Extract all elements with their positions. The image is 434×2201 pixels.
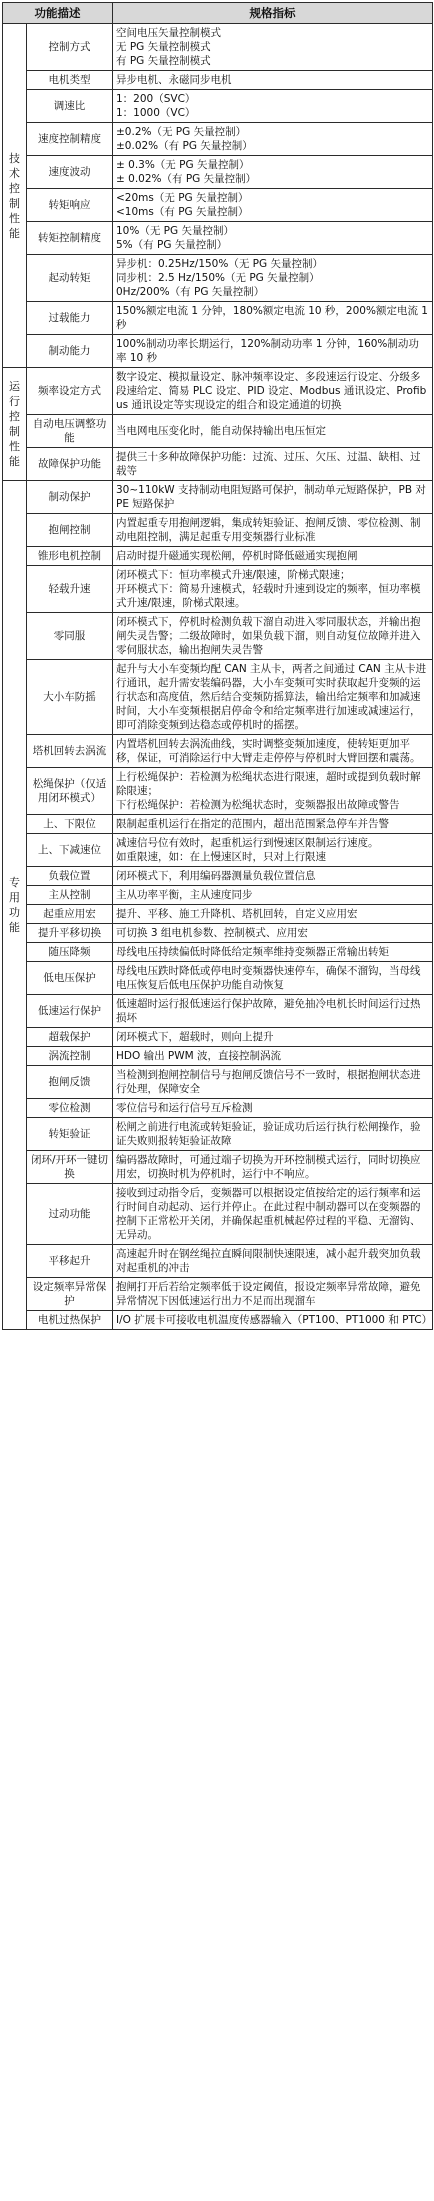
feature-name: 起重应用宏 xyxy=(27,905,113,924)
feature-spec xyxy=(113,514,433,547)
feature-spec xyxy=(113,768,433,815)
spec-line: 闭环模式下，利用编码器测量负载位置信息 xyxy=(116,870,316,882)
table-row xyxy=(3,1066,433,1099)
spec-line: 松闸之前进行电流或转矩验证，验证成功后运行执行松闸操作，验证失败则报转矩验证故障 xyxy=(116,1121,421,1147)
feature-spec xyxy=(113,547,433,566)
spec-table xyxy=(2,2,433,1330)
spec-line: 异步电机、永磁同步电机 xyxy=(116,74,232,86)
feature-name: 塔机回转去涡流 xyxy=(27,735,113,768)
feature-spec xyxy=(113,335,433,368)
feature-spec xyxy=(113,1099,433,1118)
spec-line: 下行松绳保护：若检测为松绳状态时，变频器报出故障或警告 xyxy=(116,799,400,811)
spec-line: 100%制动功率长期运行，120%制动功率 1 分钟，160%制动功率 10 秒 xyxy=(116,338,419,364)
spec-line: 数字设定、模拟量设定、脉冲频率设定、多段速运行设定、分级多段速给定、简易 PLC 设定、PID 设定、Modbus 通讯设定、Profibus 通讯设定等实现设定的组合和设定通道的切换 xyxy=(116,371,427,411)
table-row xyxy=(3,1151,433,1184)
table-row xyxy=(3,1245,433,1278)
feature-spec xyxy=(113,943,433,962)
feature-name: 过动功能 xyxy=(27,1184,113,1245)
spec-line: 启动时提升磁通实现松闸，停机时降低磁通实现抱闸 xyxy=(116,550,358,562)
table-row xyxy=(3,302,433,335)
spec-line: 提升、平移、施工升降机、塔机回转，自定义应用宏 xyxy=(116,908,358,920)
table-row xyxy=(3,613,433,660)
feature-spec xyxy=(113,566,433,613)
spec-line: 1：200（SVC） xyxy=(116,93,196,105)
spec-line: <10ms（有 PG 矢量控制） xyxy=(116,206,249,218)
feature-spec xyxy=(113,815,433,834)
table-row xyxy=(3,415,433,448)
spec-line: 上行松绳保护：若检测为松绳状态进行限速，超时或提到负载时解除限速； xyxy=(116,771,421,797)
spec-line: 可切换 3 组电机参数、控制模式、应用宏 xyxy=(116,927,308,939)
feature-name: 零同服 xyxy=(27,613,113,660)
spec-line: 接收到过动指令后，变频器可以根据设定值按给定的运行频率和运行时间自动起动、运行并停止。在此过程中制动器可以在变频器的控制下正常松开关闭，并确保起重机械起停过程的平稳、无溜钩、无异动。 xyxy=(116,1187,421,1241)
feature-spec xyxy=(113,1066,433,1099)
feature-name: 大小车防摇 xyxy=(27,660,113,735)
feature-name: 控制方式 xyxy=(27,24,113,71)
table-row xyxy=(3,1028,433,1047)
spec-line: ± 0.3%（无 PG 矢量控制） xyxy=(116,159,250,171)
feature-spec xyxy=(113,24,433,71)
spec-line: 当电网电压变化时，能自动保持输出电压恒定 xyxy=(116,425,326,437)
table-row xyxy=(3,189,433,222)
feature-name: 主从控制 xyxy=(27,886,113,905)
spec-line: 无 PG 矢量控制模式 xyxy=(116,41,211,53)
spec-line: 1：1000（VC） xyxy=(116,107,196,119)
feature-name: 电机过热保护 xyxy=(27,1311,113,1330)
feature-name: 转矩控制精度 xyxy=(27,222,113,255)
table-row xyxy=(3,448,433,481)
feature-name: 转矩验证 xyxy=(27,1118,113,1151)
feature-name: 速度控制精度 xyxy=(27,123,113,156)
feature-name: 起动转矩 xyxy=(27,255,113,302)
feature-spec xyxy=(113,415,433,448)
table-row xyxy=(3,514,433,547)
spec-line: <20ms（无 PG 矢量控制） xyxy=(116,192,249,204)
header-function: 功能描述 xyxy=(3,3,113,24)
table-row xyxy=(3,335,433,368)
spec-line: 起升与大小车变频均配 CAN 主从卡，两者之间通过 CAN 主从卡进行通讯，起升需安装编码器，大小车变频可实时获取起升变频的运行状态和高度值，然后结合变频防摇算法，输出给定频率和加减速时间，大小车变频根据启停命令和给定频率进行加速或减速运行，即可消除变频到达稳态或停机时的摇摆。 xyxy=(116,663,427,731)
feature-spec xyxy=(113,735,433,768)
spec-line: 闭环模式下，停机时检测负载下溜自动进入零同服状态，并输出抱闸失灵告警；二级故障时，如果负载下溜，则自动复位故障并进入零伺服状态，输出抱闸失灵告警 xyxy=(116,616,421,656)
category-cell: 专用 功能 xyxy=(3,481,27,1330)
spec-line: 30~110kW 支持制动电阻短路可保护，制动单元短路保护，PB 对 PE 短路保护 xyxy=(116,484,426,510)
feature-spec xyxy=(113,1028,433,1047)
table-row xyxy=(3,768,433,815)
feature-name: 零位检测 xyxy=(27,1099,113,1118)
feature-spec xyxy=(113,886,433,905)
feature-name: 设定频率异常保护 xyxy=(27,1278,113,1311)
header-spec: 规格指标 xyxy=(113,3,433,24)
spec-line: 如重限速，如：在上慢速区时，只对上行限速 xyxy=(116,851,326,863)
spec-line: 当检测到抱闸控制信号与抱闸反馈信号不一致时，根据抱闸状态进行处理，保障安全 xyxy=(116,1069,421,1095)
table-row xyxy=(3,660,433,735)
table-row xyxy=(3,1278,433,1311)
feature-spec xyxy=(113,481,433,514)
feature-name: 抱闸控制 xyxy=(27,514,113,547)
feature-name: 上、下限位 xyxy=(27,815,113,834)
table-row xyxy=(3,90,433,123)
feature-name: 涡流控制 xyxy=(27,1047,113,1066)
spec-line: 内置塔机回转去涡流曲线，实时调整变频加速度，使转矩更加平移，保证，可消除运行中大臂走走停停与停机时大臂回摆和震荡。 xyxy=(116,738,421,764)
table-row xyxy=(3,943,433,962)
table-row xyxy=(3,481,433,514)
feature-spec xyxy=(113,156,433,189)
spec-line: 闭环模式下：恒功率模式升速/限速，阶梯式限速； xyxy=(116,569,351,581)
table-header-row xyxy=(3,3,433,24)
feature-spec xyxy=(113,1311,433,1330)
feature-name: 提升平移切换 xyxy=(27,924,113,943)
table-body xyxy=(3,24,433,1330)
feature-spec xyxy=(113,1047,433,1066)
table-row xyxy=(3,815,433,834)
spec-line: 高速起升时在钢丝绳拉直瞬间限制快速限速，减小起升载突加负载对起重机的冲击 xyxy=(116,1248,421,1274)
feature-name: 电机类型 xyxy=(27,71,113,90)
feature-spec xyxy=(113,1245,433,1278)
feature-name: 闭环/开环一键切换 xyxy=(27,1151,113,1184)
spec-line: 开环模式下：简易升速模式，轻载时升速到设定的频率，恒功率模式升速/限速，阶梯式限速。 xyxy=(116,583,421,609)
table-row xyxy=(3,566,433,613)
feature-name: 制动保护 xyxy=(27,481,113,514)
table-row xyxy=(3,156,433,189)
spec-line: 闭环模式下，超载时，则向上提升 xyxy=(116,1031,274,1043)
feature-spec xyxy=(113,71,433,90)
category-cell: 运行 控制 性能 xyxy=(3,368,27,481)
feature-spec xyxy=(113,90,433,123)
table-row xyxy=(3,24,433,71)
feature-name: 抱闸反馈 xyxy=(27,1066,113,1099)
table-row xyxy=(3,1311,433,1330)
feature-spec xyxy=(113,1184,433,1245)
spec-line: 同步机：2.5 Hz/150%（无 PG 矢量控制） xyxy=(116,272,320,284)
spec-line: 主从功率平衡，主从速度同步 xyxy=(116,889,253,901)
table-row xyxy=(3,1047,433,1066)
table-row xyxy=(3,255,433,302)
feature-spec xyxy=(113,1151,433,1184)
feature-spec xyxy=(113,924,433,943)
feature-name: 超载保护 xyxy=(27,1028,113,1047)
feature-spec xyxy=(113,905,433,924)
spec-line: 减速信号位有效时，起重机运行到慢速区限制运行速度。 xyxy=(116,837,379,849)
spec-line: HDO 输出 PWM 波，直接控制涡流 xyxy=(116,1050,282,1062)
feature-name: 制动能力 xyxy=(27,335,113,368)
spec-line: 低速超时运行报低速运行保护故障，避免抽冷电机长时间运行过热损坏 xyxy=(116,998,421,1024)
feature-spec xyxy=(113,1278,433,1311)
spec-line: 内置起重专用抱闸逻辑，集成转矩验证、抱闸反馈、零位检测、制动电阻控制，满足起重专用变频器行业标准 xyxy=(116,517,421,543)
table-row xyxy=(3,222,433,255)
spec-line: 零位信号和运行信号互斥检测 xyxy=(116,1102,253,1114)
feature-name: 过载能力 xyxy=(27,302,113,335)
spec-line: 提供三十多种故障保护功能：过流、过压、欠压、过温、缺相、过载等 xyxy=(116,451,421,477)
feature-name: 频率设定方式 xyxy=(27,368,113,415)
table-row xyxy=(3,867,433,886)
feature-name: 随压降频 xyxy=(27,943,113,962)
spec-line: ±0.02%（有 PG 矢量控制） xyxy=(116,140,253,152)
spec-line: 有 PG 矢量控制模式 xyxy=(116,55,211,67)
spec-line: ±0.2%（无 PG 矢量控制） xyxy=(116,126,247,138)
spec-line: I/O 扩展卡可接收电机温度传感器输入（PT100、PT1000 和 PTC） xyxy=(116,1314,433,1326)
feature-spec xyxy=(113,302,433,335)
table-row xyxy=(3,1118,433,1151)
feature-name: 自动电压调整功能 xyxy=(27,415,113,448)
spec-line: 限制起重机运行在指定的范围内，超出范围紧急停车并告警 xyxy=(116,818,389,830)
table-row xyxy=(3,995,433,1028)
table-row xyxy=(3,1099,433,1118)
table-row xyxy=(3,71,433,90)
feature-spec xyxy=(113,255,433,302)
feature-name: 轻载升速 xyxy=(27,566,113,613)
feature-name: 平移起升 xyxy=(27,1245,113,1278)
feature-spec xyxy=(113,660,433,735)
feature-spec xyxy=(113,222,433,255)
feature-name: 调速比 xyxy=(27,90,113,123)
feature-name: 故障保护功能 xyxy=(27,448,113,481)
table-row xyxy=(3,547,433,566)
spec-line: 母线电压持续偏低时降低给定频率维持变频器正常输出转矩 xyxy=(116,946,389,958)
table-row xyxy=(3,735,433,768)
spec-line: 异步机：0.25Hz/150%（无 PG 矢量控制） xyxy=(116,258,323,270)
feature-name: 上、下减速位 xyxy=(27,834,113,867)
feature-spec xyxy=(113,448,433,481)
table-row xyxy=(3,924,433,943)
feature-name: 低速运行保护 xyxy=(27,995,113,1028)
feature-name: 速度波动 xyxy=(27,156,113,189)
feature-spec xyxy=(113,1118,433,1151)
feature-spec xyxy=(113,368,433,415)
spec-line: 10%（无 PG 矢量控制） xyxy=(116,225,234,237)
feature-spec xyxy=(113,867,433,886)
feature-name: 松绳保护（仅适用闭环模式） xyxy=(27,768,113,815)
feature-spec xyxy=(113,995,433,1028)
feature-spec xyxy=(113,962,433,995)
spec-line: 母线电压跌时降低或停电时变频器快速停车，确保不溜钩，当母线电压恢复后低电压保护功能自动恢复 xyxy=(116,965,421,991)
spec-line: 空间电压矢量控制模式 xyxy=(116,27,221,39)
table-row xyxy=(3,368,433,415)
spec-line: 150%额定电流 1 分钟，180%额定电流 10 秒，200%额定电流 1 秒 xyxy=(116,305,428,331)
feature-spec xyxy=(113,123,433,156)
category-cell: 技术 控制 性能 xyxy=(3,24,27,368)
table-row xyxy=(3,1184,433,1245)
spec-line: 编码器故障时，可通过端子切换为开环控制模式运行，同时切换应用宏，切换时机为停机时，运行中不响应。 xyxy=(116,1154,421,1180)
feature-spec xyxy=(113,613,433,660)
table-row xyxy=(3,905,433,924)
feature-spec xyxy=(113,834,433,867)
table-row xyxy=(3,886,433,905)
spec-line: 抱闸打开后若给定频率低于设定阈值，报设定频率异常故障，避免异常情况下因低速运行出力不足而出现溜车 xyxy=(116,1281,421,1307)
spec-line: 5%（有 PG 矢量控制） xyxy=(116,239,228,251)
spec-line: ± 0.02%（有 PG 矢量控制） xyxy=(116,173,257,185)
feature-name: 锥形电机控制 xyxy=(27,547,113,566)
feature-spec xyxy=(113,189,433,222)
feature-name: 负载位置 xyxy=(27,867,113,886)
table-row xyxy=(3,123,433,156)
table-row xyxy=(3,962,433,995)
table-row xyxy=(3,834,433,867)
spec-line: 0Hz/200%（有 PG 矢量控制） xyxy=(116,286,265,298)
feature-name: 转矩响应 xyxy=(27,189,113,222)
feature-name: 低电压保护 xyxy=(27,962,113,995)
